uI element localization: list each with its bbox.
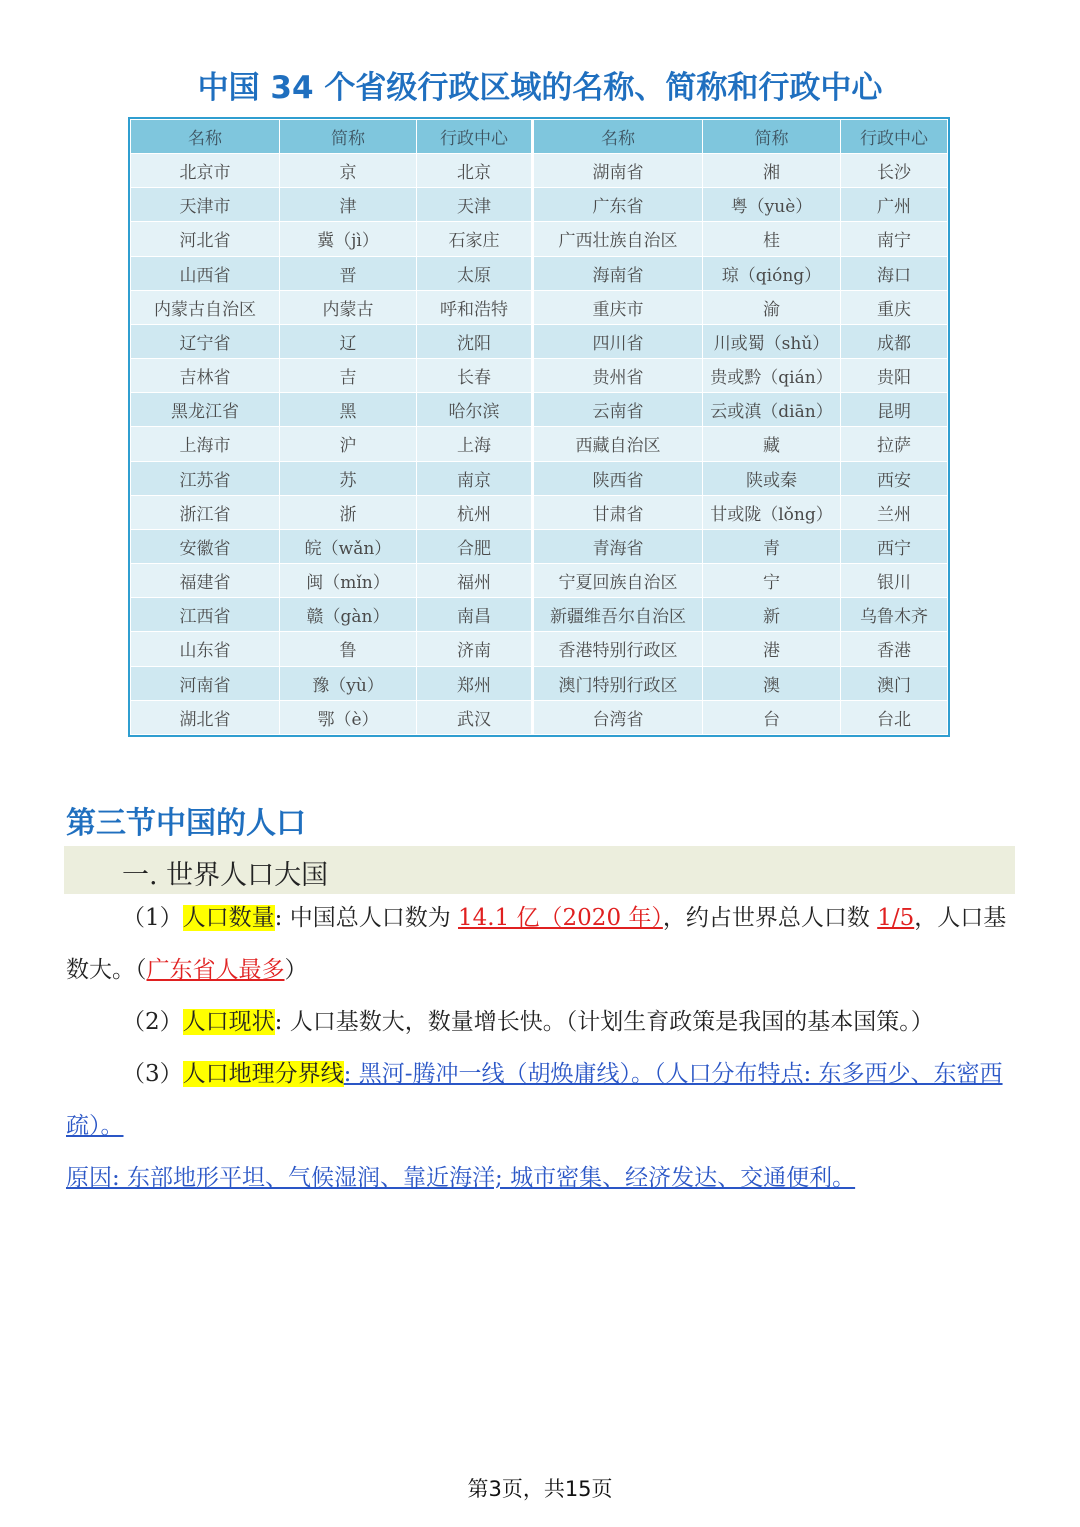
cell-name: 甘肃省	[533, 495, 703, 529]
cell-capital: 西安	[841, 461, 948, 495]
cell-name: 辽宁省	[131, 324, 280, 358]
cell-name: 陕西省	[533, 461, 703, 495]
cell-name: 河北省	[131, 222, 280, 256]
cell-capital: 石家庄	[417, 222, 533, 256]
cell-abbr: 渝	[703, 290, 841, 324]
col-header-abbr: 简称	[280, 120, 417, 154]
cell-abbr: 皖（wǎn）	[280, 529, 417, 563]
cell-abbr: 青	[703, 529, 841, 563]
col-header-name-2: 名称	[533, 120, 703, 154]
cell-abbr: 闽（mǐn）	[280, 564, 417, 598]
cell-capital: 南昌	[417, 598, 533, 632]
table-row	[131, 324, 948, 358]
cell-abbr: 苏	[280, 461, 417, 495]
cell-abbr: 新	[703, 598, 841, 632]
cell-capital: 长春	[417, 359, 533, 393]
p3-boundary-line-text: : 黑河-腾冲一线（胡焕庸线）。（人口分布特点: 东多西少、东密西疏）。	[66, 1061, 1003, 1139]
table-row	[131, 290, 948, 324]
cell-capital: 香港	[841, 632, 948, 666]
cell-capital: 合肥	[417, 529, 533, 563]
table-row	[131, 666, 948, 700]
cell-abbr: 川或蜀（shǔ）	[703, 324, 841, 358]
cell-capital: 郑州	[417, 666, 533, 700]
cell-abbr: 鄂（è）	[280, 700, 417, 734]
p1-text4: ）	[284, 957, 308, 983]
cell-name: 云南省	[533, 393, 703, 427]
p4-reasons-text: 原因: 东部地形平坦、气候湿润、靠近海洋; 城市密集、经济发达、交通便利。	[66, 1165, 856, 1191]
p2-prefix: （2）	[122, 1009, 183, 1035]
cell-name: 重庆市	[533, 290, 703, 324]
cell-capital: 海口	[841, 256, 948, 290]
cell-capital: 上海	[417, 427, 533, 461]
cell-abbr: 豫（yù）	[280, 666, 417, 700]
page-title: 中国 34 个省级行政区域的名称、简称和行政中心	[197, 70, 883, 106]
cell-abbr: 粤（yuè）	[703, 188, 841, 222]
cell-abbr: 港	[703, 632, 841, 666]
p2-label-highlight: 人口现状	[182, 1009, 275, 1035]
cell-capital: 沈阳	[417, 324, 533, 358]
cell-capital: 济南	[417, 632, 533, 666]
p1-label-highlight: 人口数量	[182, 905, 275, 931]
cell-abbr: 冀（jì）	[280, 222, 417, 256]
cell-name: 上海市	[131, 427, 280, 461]
cell-name: 西藏自治区	[533, 427, 703, 461]
cell-name: 江苏省	[131, 461, 280, 495]
cell-name: 香港特别行政区	[533, 632, 703, 666]
cell-name: 海南省	[533, 256, 703, 290]
cell-name: 黑龙江省	[131, 393, 280, 427]
cell-abbr: 贵或黔（qián）	[703, 359, 841, 393]
cell-abbr: 浙	[280, 495, 417, 529]
cell-name: 广东省	[533, 188, 703, 222]
subtitle: 一. 世界人口大国	[122, 860, 329, 891]
cell-capital: 澳门	[841, 666, 948, 700]
cell-name: 河南省	[131, 666, 280, 700]
cell-abbr: 桂	[703, 222, 841, 256]
paragraph-population-status	[66, 996, 1016, 1048]
province-table	[130, 119, 948, 735]
table-row	[131, 529, 948, 563]
table-row	[131, 154, 948, 188]
paragraph-reasons	[66, 1152, 1016, 1204]
cell-capital: 成都	[841, 324, 948, 358]
cell-name: 天津市	[131, 188, 280, 222]
p1-most-populous: 广东省人最多	[146, 957, 285, 983]
table-row	[131, 632, 948, 666]
cell-abbr: 琼（qióng）	[703, 256, 841, 290]
col-header-abbr-2: 简称	[703, 120, 841, 154]
p3-prefix: （3）	[122, 1061, 183, 1087]
cell-abbr: 京	[280, 154, 417, 188]
cell-name: 北京市	[131, 154, 280, 188]
cell-capital: 杭州	[417, 495, 533, 529]
cell-name: 台湾省	[533, 700, 703, 734]
cell-name: 新疆维吾尔自治区	[533, 598, 703, 632]
cell-abbr: 津	[280, 188, 417, 222]
p1-text3: ，人口基数大。（	[66, 905, 1007, 983]
cell-name: 广西壮族自治区	[533, 222, 703, 256]
cell-abbr: 鲁	[280, 632, 417, 666]
p1-population-value: 14.1 亿（2020 年）	[458, 905, 663, 931]
cell-name: 江西省	[131, 598, 280, 632]
cell-capital: 乌鲁木齐	[841, 598, 948, 632]
cell-capital: 呼和浩特	[417, 290, 533, 324]
paragraph-population-count	[66, 892, 1016, 996]
table-row	[131, 188, 948, 222]
cell-abbr: 陕或秦	[703, 461, 841, 495]
p1-text2: ，约占世界总人口数	[662, 905, 878, 931]
cell-abbr: 湘	[703, 154, 841, 188]
cell-capital: 长沙	[841, 154, 948, 188]
cell-abbr: 宁	[703, 564, 841, 598]
cell-name: 浙江省	[131, 495, 280, 529]
table-header-row	[131, 120, 948, 154]
cell-abbr: 辽	[280, 324, 417, 358]
cell-abbr: 云或滇（diān）	[703, 393, 841, 427]
cell-name: 宁夏回族自治区	[533, 564, 703, 598]
cell-capital: 南宁	[841, 222, 948, 256]
cell-name: 山西省	[131, 256, 280, 290]
cell-abbr: 内蒙古	[280, 290, 417, 324]
table-row	[131, 564, 948, 598]
cell-capital: 昆明	[841, 393, 948, 427]
table-row	[131, 495, 948, 529]
cell-abbr: 甘或陇（lǒng）	[703, 495, 841, 529]
p1-prefix: （1）	[122, 905, 183, 931]
p2-text: : 人口基数大，数量增长快。（计划生育政策是我国的基本国策。）	[274, 1009, 934, 1035]
p1-text1: : 中国总人口数为	[274, 905, 459, 931]
cell-abbr: 黑	[280, 393, 417, 427]
table-row	[131, 461, 948, 495]
cell-abbr: 台	[703, 700, 841, 734]
cell-capital: 北京	[417, 154, 533, 188]
table-row	[131, 359, 948, 393]
cell-name: 湖南省	[533, 154, 703, 188]
section-title: 第三节中国的人口	[66, 806, 306, 841]
p3-label-highlight: 人口地理分界线	[182, 1061, 344, 1087]
cell-name: 安徽省	[131, 529, 280, 563]
cell-capital: 拉萨	[841, 427, 948, 461]
cell-abbr: 赣（gàn）	[280, 598, 417, 632]
table-row	[131, 598, 948, 632]
cell-name: 青海省	[533, 529, 703, 563]
paragraph-population-line	[66, 1048, 1016, 1152]
cell-capital: 天津	[417, 188, 533, 222]
cell-capital: 银川	[841, 564, 948, 598]
cell-abbr: 澳	[703, 666, 841, 700]
cell-abbr: 沪	[280, 427, 417, 461]
table-row	[131, 222, 948, 256]
cell-capital: 重庆	[841, 290, 948, 324]
col-header-capital: 行政中心	[417, 120, 533, 154]
cell-name: 福建省	[131, 564, 280, 598]
cell-capital: 南京	[417, 461, 533, 495]
col-header-capital-2: 行政中心	[841, 120, 948, 154]
p1-world-share: 1/5	[877, 905, 915, 931]
cell-name: 吉林省	[131, 359, 280, 393]
table-row	[131, 427, 948, 461]
cell-name: 四川省	[533, 324, 703, 358]
cell-abbr: 藏	[703, 427, 841, 461]
cell-capital: 台北	[841, 700, 948, 734]
cell-capital: 西宁	[841, 529, 948, 563]
cell-name: 山东省	[131, 632, 280, 666]
cell-capital: 武汉	[417, 700, 533, 734]
cell-capital: 兰州	[841, 495, 948, 529]
table-row	[131, 256, 948, 290]
cell-name: 澳门特别行政区	[533, 666, 703, 700]
col-header-name: 名称	[131, 120, 280, 154]
cell-name: 内蒙古自治区	[131, 290, 280, 324]
table-row	[131, 700, 948, 734]
cell-capital: 贵阳	[841, 359, 948, 393]
cell-capital: 太原	[417, 256, 533, 290]
cell-abbr: 吉	[280, 359, 417, 393]
cell-name: 贵州省	[533, 359, 703, 393]
province-table-container	[128, 117, 950, 737]
cell-name: 湖北省	[131, 700, 280, 734]
page-footer: 第3页，共15页	[467, 1477, 613, 1501]
table-row	[131, 393, 948, 427]
cell-capital: 哈尔滨	[417, 393, 533, 427]
cell-capital: 广州	[841, 188, 948, 222]
cell-capital: 福州	[417, 564, 533, 598]
cell-abbr: 晋	[280, 256, 417, 290]
